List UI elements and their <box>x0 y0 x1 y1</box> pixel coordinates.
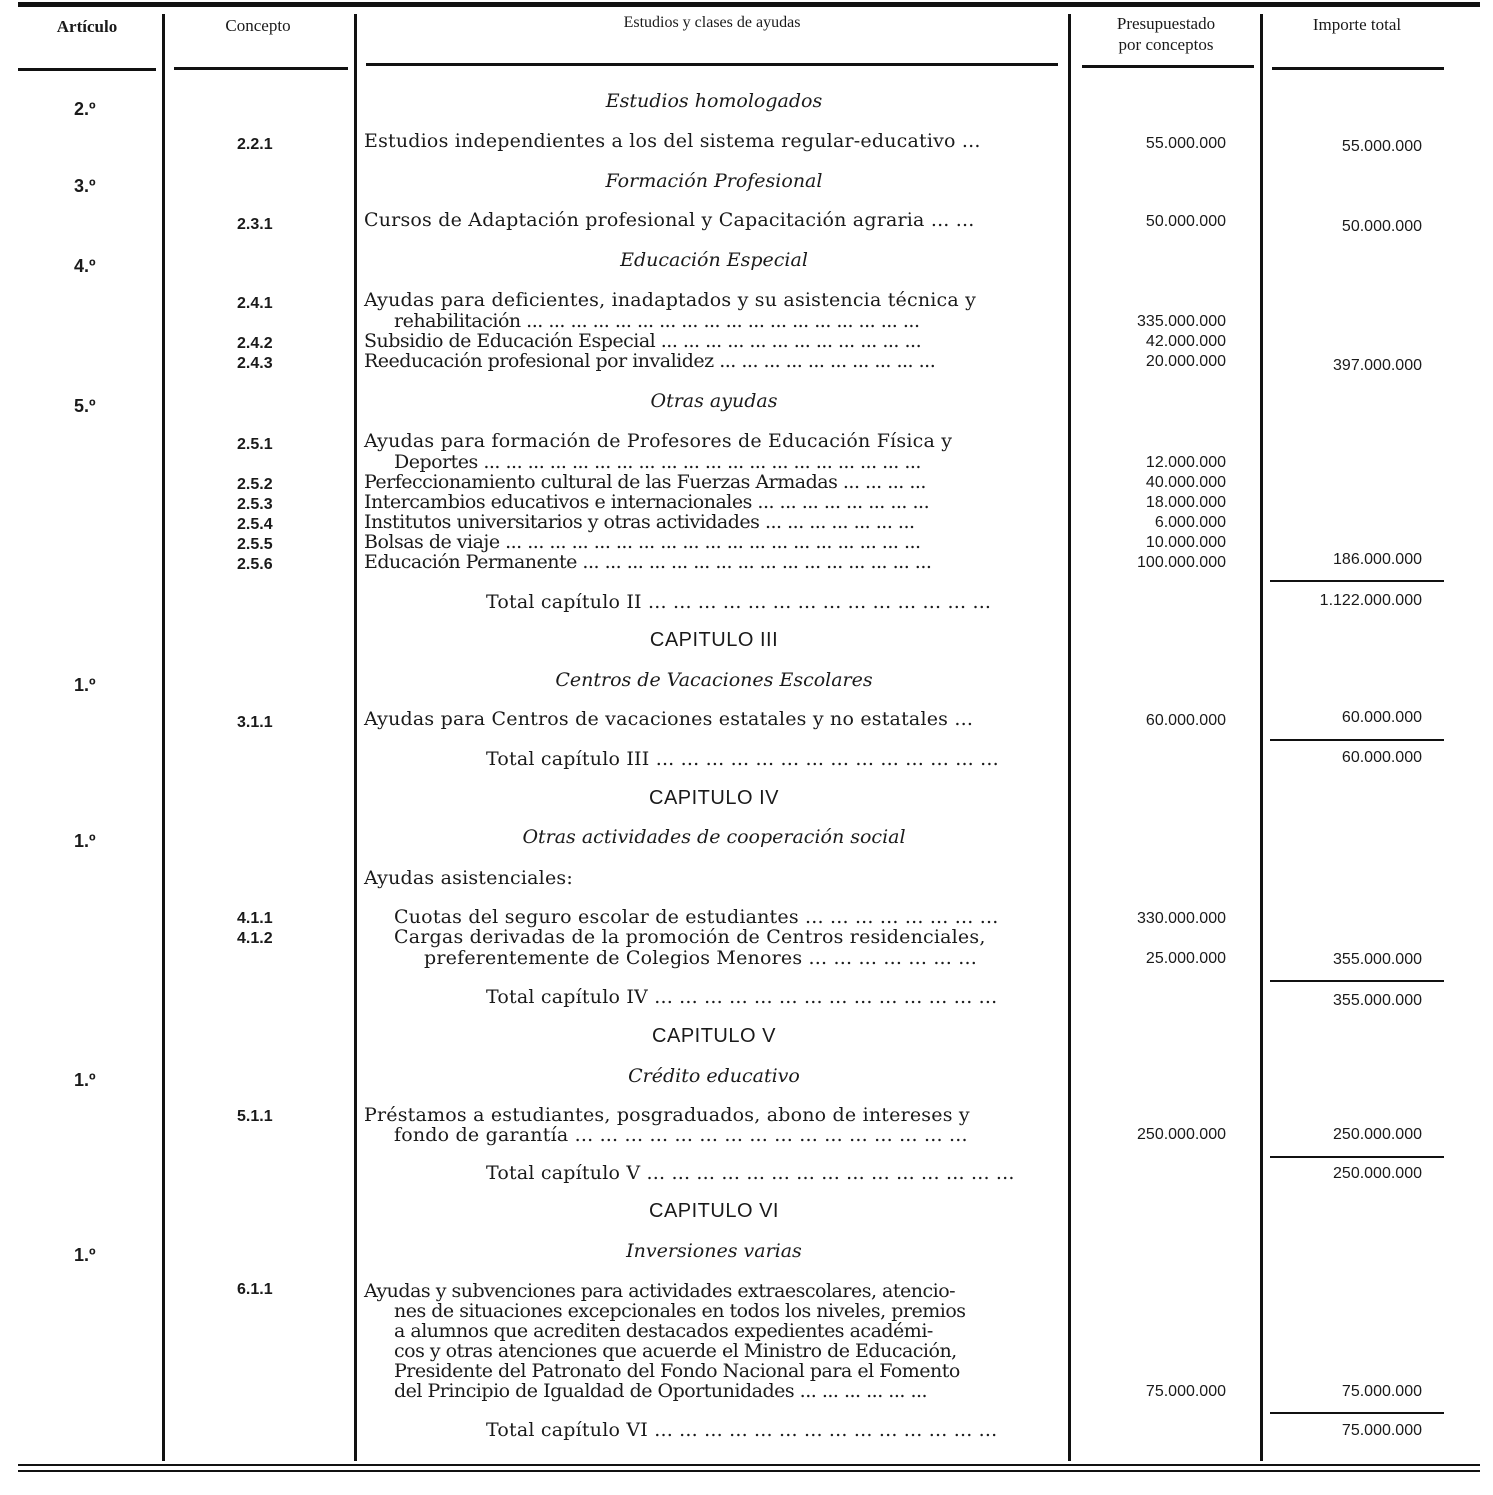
articulo-number: 1.º <box>74 675 96 695</box>
articulo-number: 1.º <box>74 1070 96 1090</box>
concept-description-cont: rehabilitación ... ... ... ... ... ... ... ... ... ... ... ... ... ... ... ... ... ... <box>394 310 920 332</box>
chapter-total-label: Total capítulo III ... ... ... ... ... ... ... ... ... ... ... ... ... ... <box>486 748 999 770</box>
chapter-title: CAPITULO VI <box>649 1200 779 1222</box>
concept-code: 2.5.4 <box>237 516 273 533</box>
budget-amount: 6.000.000 <box>1154 514 1226 531</box>
budget-amount: 60.000.000 <box>1145 712 1226 729</box>
concept-code: 2.4.1 <box>237 295 273 312</box>
concept-description: Cursos de Adaptación profesional y Capacitación agraria ... ... <box>364 209 975 231</box>
header-underline-presupuestado <box>1082 65 1254 68</box>
concept-description: Préstamos a estudiantes, posgraduados, abono de intereses y <box>364 1104 970 1126</box>
section-heading: Otras ayudas <box>650 390 778 412</box>
column-divider-3 <box>1068 14 1071 1461</box>
sum-rule <box>1270 1412 1444 1414</box>
chapter-total-label: Total capítulo IV ... ... ... ... ... ... ... ... ... ... ... ... ... ... <box>486 986 998 1008</box>
section-heading: Crédito educativo <box>628 1065 800 1087</box>
header-underline-concepto <box>174 67 348 70</box>
budget-amount: 50.000.000 <box>1145 213 1226 230</box>
concept-description: Reeducación profesional por invalidez ... ... ... ... ... ... ... ... ... ... <box>364 350 936 372</box>
budget-amount: 250.000.000 <box>1137 1126 1226 1143</box>
budget-amount: 75.000.000 <box>1145 1383 1226 1400</box>
concept-code: 3.1.1 <box>237 714 273 731</box>
budget-amount: 330.000.000 <box>1137 910 1226 927</box>
chapter-total-value: 60.000.000 <box>1341 749 1422 766</box>
chapter-total-value: 250.000.000 <box>1333 1165 1422 1182</box>
section-heading: Educación Especial <box>620 249 808 271</box>
concept-description: Ayudas para formación de Profesores de Educación Física y <box>364 430 953 452</box>
concept-code: 2.5.5 <box>237 536 273 553</box>
concept-description: Institutos universitarios y otras actividades ... ... ... ... ... ... ... <box>364 511 915 533</box>
section-heading: Inversiones varias <box>626 1240 802 1262</box>
concept-description: Cargas derivadas de la promoción de Centros residenciales, <box>394 926 986 948</box>
header-underline-articulo <box>18 68 156 71</box>
bottom-rule-2 <box>18 1470 1480 1472</box>
column-divider-1 <box>162 14 165 1461</box>
articulo-number: 1.º <box>74 831 96 851</box>
sum-rule <box>1270 739 1444 741</box>
section-heading: Formación Profesional <box>605 170 823 192</box>
col-header-estudios: Estudios y clases de ayudas <box>623 14 801 31</box>
budget-amount: 100.000.000 <box>1137 554 1226 571</box>
total-amount: 50.000.000 <box>1341 218 1422 235</box>
concept-code: 2.3.1 <box>237 216 273 233</box>
concept-description-cont: nes de situaciones excepcionales en todos los niveles, premios <box>394 1300 966 1322</box>
concept-description: Perfeccionamiento cultural de las Fuerzas Armadas ... ... ... ... <box>364 471 926 493</box>
chapter-total-label: Total capítulo VI ... ... ... ... ... ... ... ... ... ... ... ... ... ... <box>486 1419 998 1441</box>
top-rule <box>18 2 1480 7</box>
articulo-number: 3.º <box>74 176 96 196</box>
concept-description-cont: a alumnos que acrediten destacados expedientes académi- <box>394 1320 933 1342</box>
col-header-concepto: Concepto <box>225 16 291 35</box>
chapter-total-value: 355.000.000 <box>1333 992 1422 1009</box>
chapter-total-value: 1.122.000.000 <box>1319 592 1422 609</box>
total-amount: 355.000.000 <box>1333 951 1422 968</box>
budget-amount: 25.000.000 <box>1145 950 1226 967</box>
budget-amount: 55.000.000 <box>1145 135 1226 152</box>
chapter-total-label: Total capítulo II ... ... ... ... ... ... ... ... ... ... ... ... ... ... <box>486 591 992 613</box>
concept-code: 2.4.3 <box>237 355 273 372</box>
sum-rule <box>1270 580 1444 582</box>
budget-amount: 42.000.000 <box>1145 333 1226 350</box>
concept-code: 2.4.2 <box>237 335 273 352</box>
concept-description: Subsidio de Educación Especial ... ... ... ... ... ... ... ... ... ... ... ... <box>364 330 922 352</box>
total-amount: 250.000.000 <box>1333 1126 1422 1143</box>
sum-rule <box>1270 1156 1444 1158</box>
concept-code: 2.5.2 <box>237 476 273 493</box>
concept-code: 2.5.3 <box>237 496 273 513</box>
total-amount: 55.000.000 <box>1341 138 1422 155</box>
budget-amount: 20.000.000 <box>1145 353 1226 370</box>
col-header-presupuestado-2: por conceptos <box>1118 35 1214 54</box>
section-heading: Centros de Vacaciones Escolares <box>555 669 873 691</box>
sum-rule <box>1270 980 1444 982</box>
concept-code: 6.1.1 <box>237 1281 273 1298</box>
concept-description-cont: Deportes ... ... ... ... ... ... ... ... ... ... ... ... ... ... ... ... ... ... ... ... <box>394 451 921 473</box>
column-divider-2 <box>354 14 357 1461</box>
total-amount: 397.000.000 <box>1333 357 1422 374</box>
concept-description: Bolsas de viaje ... ... ... ... ... ... ... ... ... ... ... ... ... ... ... ... ... ... ... <box>364 531 921 553</box>
concept-code: 2.2.1 <box>237 136 273 153</box>
budget-amount: 18.000.000 <box>1145 494 1226 511</box>
articulo-number: 5.º <box>74 396 96 416</box>
col-header-articulo: Artículo <box>56 17 118 36</box>
concept-code: 2.5.1 <box>237 436 273 453</box>
budget-amount: 40.000.000 <box>1145 474 1226 491</box>
concept-code: 5.1.1 <box>237 1108 273 1125</box>
concept-description-cont: preferentemente de Colegios Menores ... ... ... ... ... ... ... <box>424 947 977 969</box>
articulo-number: 2.º <box>74 99 96 119</box>
bottom-rule-1 <box>18 1464 1480 1466</box>
concept-code: 4.1.2 <box>237 930 273 947</box>
section-heading: Estudios homologados <box>605 90 823 112</box>
subsection-label: Ayudas asistenciales: <box>364 867 573 889</box>
budget-amount: 12.000.000 <box>1145 454 1226 471</box>
header-underline-importe <box>1272 67 1444 70</box>
column-divider-4 <box>1260 14 1263 1461</box>
total-amount: 75.000.000 <box>1341 1383 1422 1400</box>
col-header-presupuestado-1: Presupuestado <box>1116 14 1216 33</box>
budget-amount: 335.000.000 <box>1137 313 1226 330</box>
concept-description: Cuotas del seguro escolar de estudiantes ... ... ... ... ... ... ... ... <box>394 906 999 928</box>
chapter-title: CAPITULO V <box>652 1025 776 1047</box>
total-amount: 186.000.000 <box>1333 551 1422 568</box>
concept-description-cont: fondo de garantía ... ... ... ... ... ... ... ... ... ... ... ... ... ... ... ... <box>394 1124 968 1146</box>
chapter-title: CAPITULO III <box>649 629 779 651</box>
concept-description-cont: Presidente del Patronato del Fondo Nacional para el Fomento <box>394 1360 960 1382</box>
col-header-importe: Importe total <box>1312 15 1402 34</box>
concept-description: Intercambios educativos e internacionales ... ... ... ... ... ... ... ... <box>364 491 930 513</box>
concept-description: Estudios independientes a los del sistema regular-educativo ... <box>364 130 981 152</box>
header-underline-estudios <box>366 63 1058 66</box>
section-heading: Otras actividades de cooperación social <box>522 826 906 848</box>
concept-description: Ayudas y subvenciones para actividades extraescolares, atencio- <box>364 1280 956 1302</box>
chapter-total-value: 75.000.000 <box>1341 1422 1422 1439</box>
concept-description-cont: del Principio de Igualdad de Oportunidades ... ... ... ... ... ... <box>394 1380 928 1402</box>
concept-description: Ayudas para Centros de vacaciones estatales y no estatales ... <box>364 708 974 730</box>
chapter-total-label: Total capítulo V ... ... ... ... ... ... ... ... ... ... ... ... ... ... ... <box>486 1162 1015 1184</box>
articulo-number: 4.º <box>74 256 96 276</box>
total-amount: 60.000.000 <box>1341 709 1422 726</box>
concept-description: Educación Permanente ... ... ... ... ... ... ... ... ... ... ... ... ... ... ... ... <box>364 551 932 573</box>
concept-code: 4.1.1 <box>237 910 273 927</box>
concept-code: 2.5.6 <box>237 556 273 573</box>
articulo-number: 1.º <box>74 1245 96 1265</box>
concept-description: Ayudas para deficientes, inadaptados y su asistencia técnica y <box>364 289 977 311</box>
concept-description-cont: cos y otras atenciones que acuerde el Ministro de Educación, <box>394 1340 957 1362</box>
chapter-title: CAPITULO IV <box>649 787 779 809</box>
budget-amount: 10.000.000 <box>1145 534 1226 551</box>
